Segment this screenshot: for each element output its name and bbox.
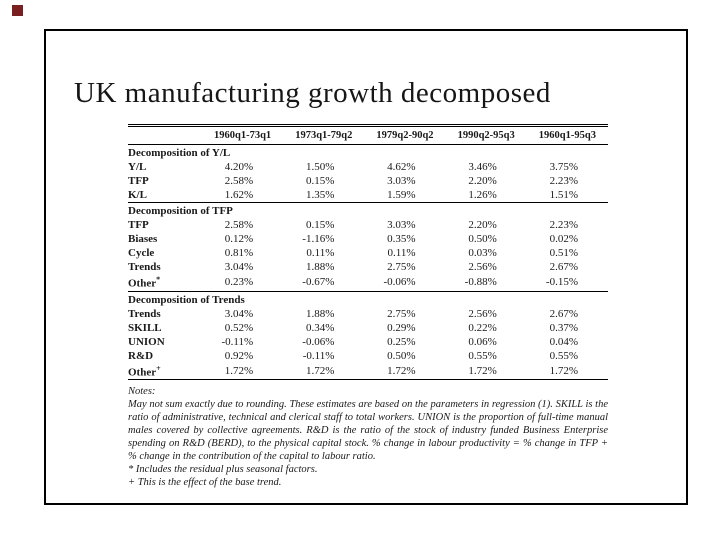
notes-label: Notes: [128, 386, 156, 398]
column-header: 1960q1-95q3 [527, 126, 608, 145]
table-cell: 0.23% [224, 276, 254, 289]
table-cell: 2.56% [468, 261, 497, 273]
table-cell: -0.06% [302, 335, 335, 348]
table-cell: 0.11% [387, 247, 416, 259]
slide-title: UK manufacturing growth decomposed [74, 77, 551, 109]
footnote-marker: + [156, 363, 161, 373]
table-cell: -0.06% [383, 276, 416, 289]
section-header-row [128, 145, 608, 161]
table-cell: 2.23% [549, 175, 578, 187]
table-cell: 2.67% [549, 307, 578, 320]
table-row [128, 349, 608, 363]
table-cell: 0.15% [305, 219, 335, 231]
table-row [128, 160, 608, 174]
table-cell: 4.62% [387, 161, 416, 173]
row-label: K/L [128, 189, 147, 201]
table-cell: 1.59% [387, 189, 416, 201]
slide-frame [44, 29, 688, 505]
table-cell: 3.03% [387, 219, 416, 231]
table-cell: 3.46% [468, 161, 497, 173]
table-cell: 1.72% [224, 364, 254, 377]
column-header: 1990q2-95q3 [446, 126, 527, 145]
table-cell: 1.35% [305, 189, 335, 201]
table-notes [128, 385, 608, 489]
table-cell: 1.72% [305, 364, 335, 377]
table-row [128, 232, 608, 246]
accent-square [12, 5, 23, 16]
table-cell: 0.51% [549, 247, 578, 259]
table-cell: 3.75% [549, 161, 578, 173]
table-cell: 1.50% [305, 161, 335, 173]
section-header-row [128, 203, 608, 219]
table-row [128, 307, 608, 321]
table-cell: 2.20% [468, 219, 497, 231]
row-label: TFP [128, 175, 149, 187]
table-cell: 0.35% [387, 233, 416, 245]
table-cell: 0.52% [224, 321, 254, 334]
table-row [128, 274, 608, 291]
table-row [128, 321, 608, 335]
row-label: Trends [128, 307, 161, 320]
table-cell: 0.06% [468, 335, 497, 348]
table-cell: 1.88% [305, 261, 335, 273]
table-cell: 1.72% [549, 364, 578, 377]
table-cell: 1.88% [305, 307, 335, 320]
row-label: R&D [128, 349, 154, 362]
table-cell: 0.02% [549, 233, 578, 245]
row-label: TFP [128, 219, 149, 231]
table-cell: 2.58% [224, 175, 254, 187]
row-label: UNION [128, 335, 165, 348]
decomposition-table-area [128, 124, 608, 489]
table-cell: 1.62% [224, 189, 254, 201]
table-cell: 1.26% [468, 189, 497, 201]
table-cell: 0.29% [387, 321, 416, 334]
table-cell: 2.58% [224, 219, 254, 231]
table-cell: 0.03% [468, 247, 497, 259]
table-cell: -0.11% [302, 349, 335, 362]
table-cell: 3.03% [387, 175, 416, 187]
table-cell: 1.51% [549, 189, 578, 201]
table-cell: -0.15% [545, 276, 578, 289]
row-label: Other+ [128, 363, 161, 379]
table-cell: 0.11% [306, 247, 335, 259]
table-cell: 2.23% [549, 219, 578, 231]
column-header: 1979q2-90q2 [364, 126, 445, 145]
table-row [128, 218, 608, 232]
section-header-label: Decomposition of Trends [128, 291, 608, 307]
table-header-row [128, 126, 608, 145]
table-row [128, 174, 608, 188]
table-cell: 1.72% [468, 364, 497, 377]
table-cell: 0.50% [468, 233, 497, 245]
row-label: SKILL [128, 321, 162, 334]
table-cell: -0.11% [221, 335, 254, 348]
table-cell: 2.75% [387, 307, 416, 320]
section-header-label: Decomposition of Y/L [128, 147, 231, 159]
table-row [128, 260, 608, 274]
row-label: Trends [128, 261, 161, 273]
notes-body: May not sum exactly due to rounding. These estimates are based on the parameters in regression (1). SKILL is the ratio of administrative, technical and clerical staff to total workers. UNION is the proportion of full-time manual males covered by collective agreements. R&D is the ratio of the stock of industry funded Business Enterprise spending on R&D (BERD), to the physical capital stock. % change in labour productivity = % change in TFP + % change in the contribution of the capital to labour ratio. [128, 399, 608, 463]
footnote-plus: + This is the effect of the base trend. [128, 477, 282, 489]
row-label: Y/L [128, 161, 147, 173]
table-cell: 3.04% [224, 307, 254, 320]
table-cell: 0.34% [305, 321, 335, 334]
column-header: 1973q1-79q2 [283, 126, 364, 145]
table-cell: 0.55% [549, 349, 578, 362]
table-row [128, 188, 608, 203]
table-cell: 0.55% [468, 349, 497, 362]
table-cell: 0.25% [387, 335, 416, 348]
table-cell: -0.67% [302, 276, 335, 289]
table-cell: 1.72% [387, 364, 416, 377]
table-cell: 2.67% [549, 261, 578, 273]
table-row [128, 246, 608, 260]
table-cell: 0.81% [224, 247, 254, 259]
table-cell: 2.56% [468, 307, 497, 320]
row-label: Biases [128, 233, 158, 245]
table-row [128, 363, 608, 380]
table-cell: 2.20% [468, 175, 497, 187]
table-cell: -0.88% [464, 276, 497, 289]
section-header-label: Decomposition of TFP [128, 203, 608, 219]
table-cell: 2.75% [387, 261, 416, 273]
column-header: 1960q1-73q1 [202, 126, 283, 145]
row-label: Cycle [128, 247, 155, 259]
footnote-star: * Includes the residual plus seasonal factors. [128, 464, 318, 476]
table-cell: 0.50% [387, 349, 416, 362]
table-cell: 0.04% [549, 335, 578, 348]
section-header-row [128, 291, 608, 307]
table-cell: 4.20% [224, 161, 254, 173]
table-cell: 0.92% [224, 349, 254, 362]
footnote-marker: * [156, 275, 161, 284]
table-cell: 0.15% [305, 175, 335, 187]
table-cell: -1.16% [302, 233, 335, 245]
growth-table [128, 124, 608, 380]
table-cell: 0.12% [224, 233, 254, 245]
table-cell: 0.22% [468, 321, 497, 334]
table-cell: 0.37% [549, 321, 578, 334]
table-row [128, 335, 608, 349]
row-label: Other* [128, 275, 161, 290]
column-header-empty [128, 126, 202, 145]
table-cell: 3.04% [224, 261, 254, 273]
